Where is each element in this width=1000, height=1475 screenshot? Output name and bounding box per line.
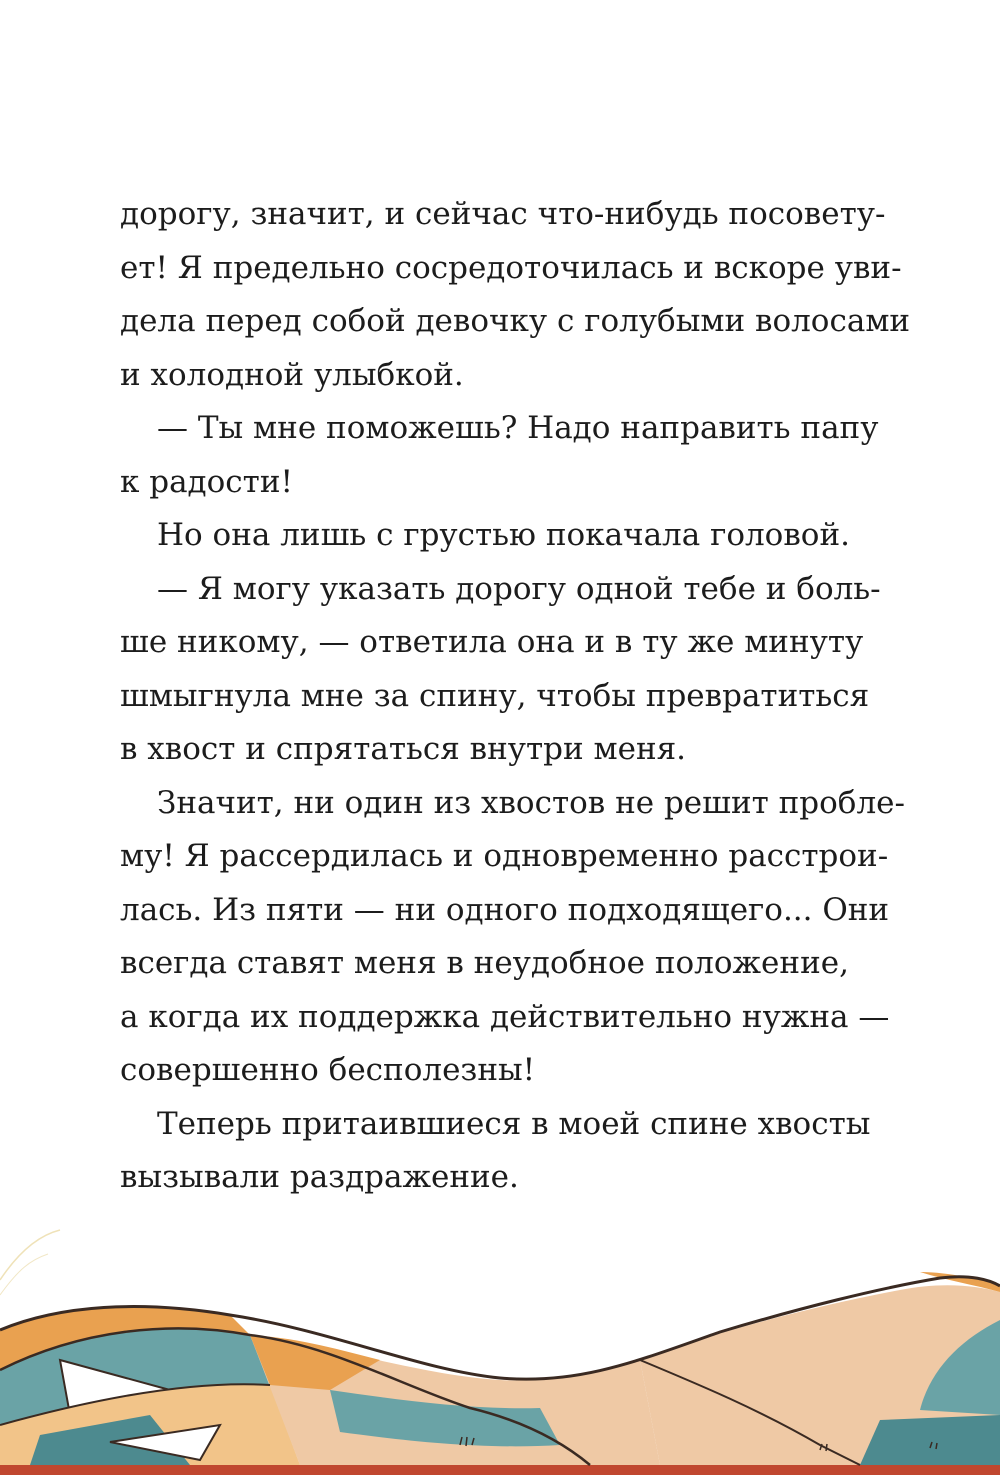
teal-right-lower	[860, 1415, 1000, 1465]
page-text	[120, 188, 911, 1205]
text-line-8: — Я могу указать дорогу одной тебе и боль-	[157, 570, 881, 607]
text-line-16: а когда их поддержка действительно нужна —	[120, 998, 890, 1035]
text-line-11: в хвост и спрятаться внутри меня.	[120, 731, 687, 767]
text-line-4: и холодной улыбкой.	[120, 356, 464, 393]
ground-shape	[0, 1465, 1000, 1475]
text-line-10: шмыгнула мне за спину, чтобы превратиться	[120, 677, 870, 714]
text-line-2: ет! Я предельно сосредоточилась и вскоре уви-	[120, 249, 902, 286]
text-line-15: всегда ставят меня в неудобное положение,	[120, 945, 849, 981]
leaf-sketch	[0, 1230, 60, 1280]
text-line-17: совершенно бесполезны!	[120, 1052, 536, 1088]
bottom-illustration	[0, 1210, 1000, 1475]
text-line-6: к радости!	[120, 463, 293, 500]
text-line-13: му! Я рассердилась и одновременно расстрои-	[120, 838, 889, 874]
text-line-7: Но она лишь с грустью покачала головой.	[157, 517, 850, 553]
text-line-18: Теперь притаившиеся в моей спине хвосты	[157, 1105, 871, 1142]
text-line-1: дорогу, значит, и сейчас что-нибудь посовету-	[120, 196, 886, 232]
text-line-19: вызывали раздражение.	[120, 1159, 519, 1195]
text-line-12: Значит, ни один из хвостов не решит пробле-	[157, 784, 905, 821]
text-line-14: лась. Из пяти — ни одного подходящего... Они	[120, 891, 890, 928]
leaf-sketch-2	[0, 1254, 48, 1295]
text-line-9: ше никому, — ответила она и в ту же минуту	[120, 624, 864, 660]
text-line-5: — Ты мне поможешь? Надо направить папу	[157, 410, 879, 446]
text-line-3: дела перед собой девочку с голубыми волосами	[120, 303, 911, 339]
tails-landscape-illustration	[0, 1210, 1000, 1475]
